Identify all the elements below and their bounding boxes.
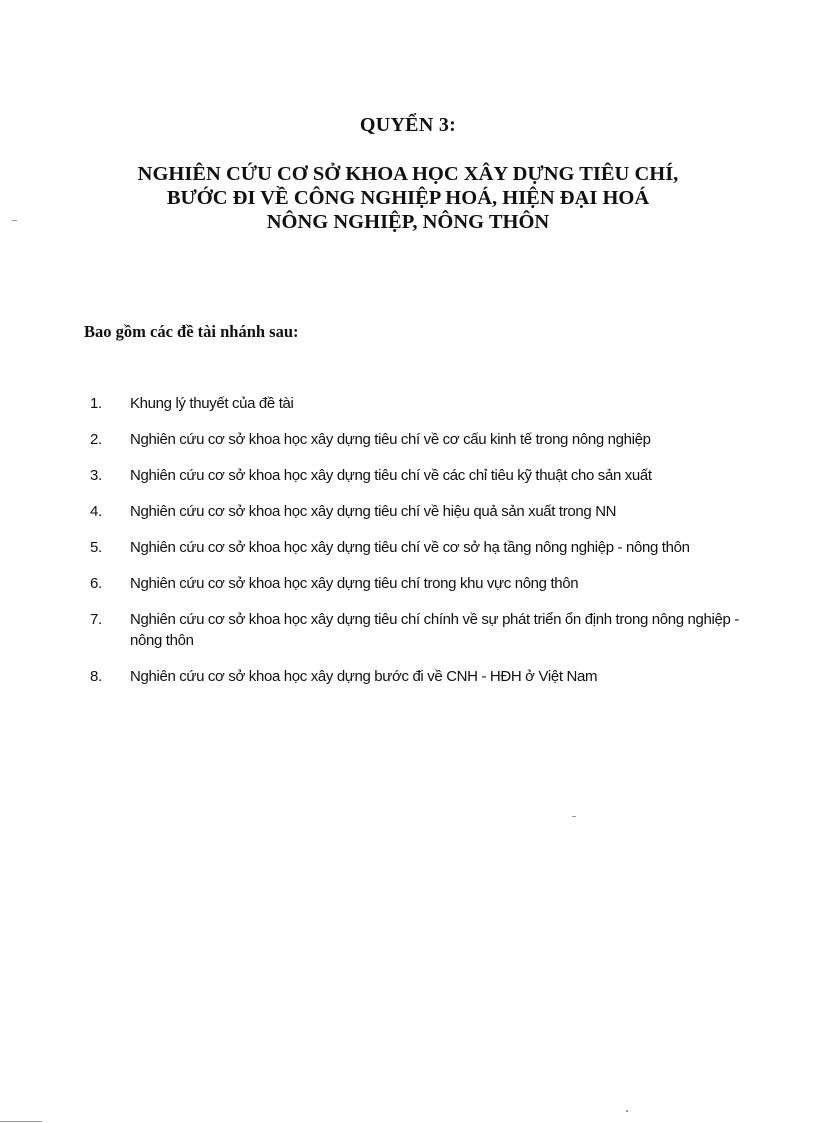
item-text: Nghiên cứu cơ sở khoa học xây dựng tiêu chí chính về sự phát triển ổn định trong nông nghiệp - nông thôn: [130, 611, 739, 649]
main-title: [60, 162, 756, 234]
scan-speck: [0, 1121, 42, 1122]
list-item: [90, 429, 740, 450]
item-number: 2.: [90, 431, 102, 448]
main-title-line: NGHIÊN CỨU CƠ SỞ KHOA HỌC XÂY DỰNG TIÊU CHÍ,: [137, 163, 679, 185]
list-item: [90, 537, 740, 558]
list-item: [90, 609, 740, 651]
item-text: Nghiên cứu cơ sở khoa học xây dựng tiêu chí trong khu vực nông thôn: [130, 575, 579, 592]
list-item: [90, 666, 740, 687]
list-item: [90, 501, 740, 522]
list-item: [90, 465, 740, 486]
volume-title: QUYỂN 3:: [359, 114, 457, 136]
subtopics-intro: Bao gồm các đề tài nhánh sau:: [84, 322, 299, 341]
list-item: [90, 393, 740, 414]
item-number: 6.: [90, 575, 102, 592]
subtopic-list: [90, 393, 740, 702]
item-text: Nghiên cứu cơ sở khoa học xây dựng bước đi về CNH - HĐH ở Việt Nam: [130, 668, 598, 685]
item-text: Nghiên cứu cơ sở khoa học xây dựng tiêu chí về hiệu quả sản xuất trong NN: [130, 503, 617, 520]
main-title-line: BƯỚC ĐI VỀ CÔNG NGHIỆP HOÁ, HIỆN ĐẠI HOÁ: [166, 187, 650, 209]
scan-speck: [626, 1110, 628, 1112]
scan-speck: [572, 816, 576, 817]
item-text: Khung lý thuyết của đề tài: [130, 395, 294, 412]
item-number: 5.: [90, 539, 102, 556]
item-text: Nghiên cứu cơ sở khoa học xây dựng tiêu chí về cơ cấu kinh tế trong nông nghiệp: [130, 431, 651, 448]
scan-speck: [12, 220, 17, 221]
list-item: [90, 573, 740, 594]
item-number: 3.: [90, 467, 102, 484]
item-number: 4.: [90, 503, 102, 520]
item-number: 8.: [90, 668, 102, 685]
item-number: 7.: [90, 611, 102, 628]
main-title-line: NÔNG NGHIỆP, NÔNG THÔN: [266, 211, 550, 233]
item-text: Nghiên cứu cơ sở khoa học xây dựng tiêu chí về các chỉ tiêu kỹ thuật cho sản xuất: [130, 467, 652, 484]
item-text: Nghiên cứu cơ sở khoa học xây dựng tiêu chí về cơ sở hạ tầng nông nghiệp - nông thôn: [130, 539, 690, 556]
item-number: 1.: [90, 395, 102, 412]
